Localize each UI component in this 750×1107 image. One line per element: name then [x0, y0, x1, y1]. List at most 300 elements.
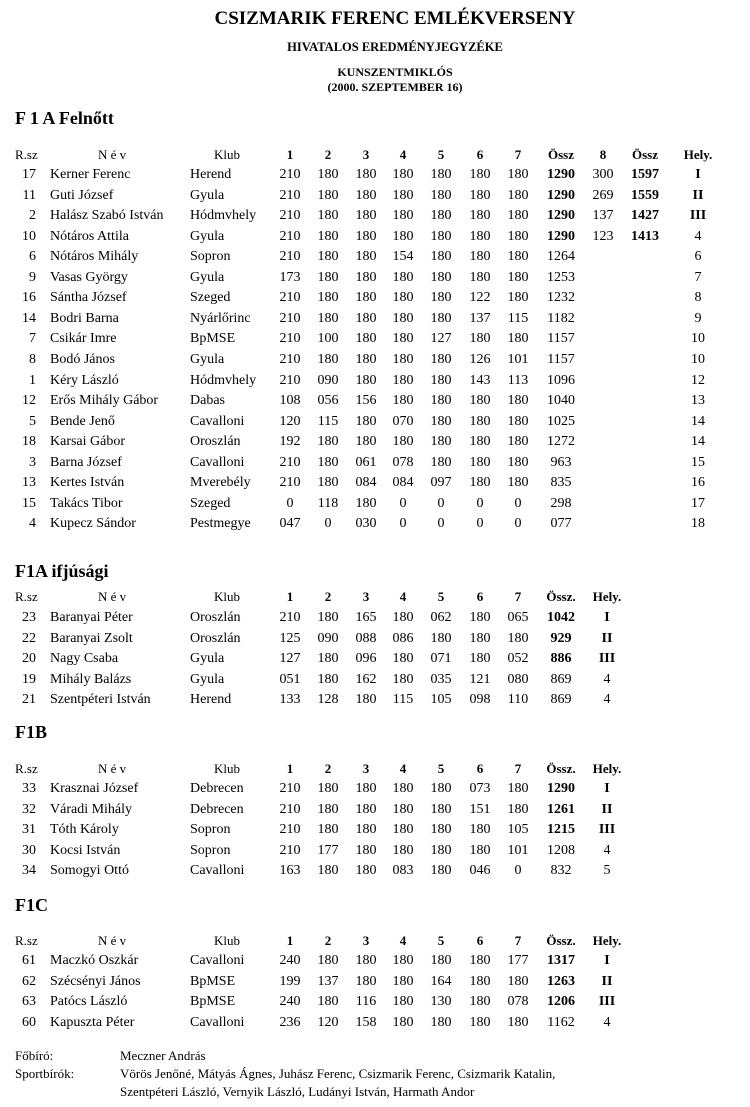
table-cell: Bodó János	[50, 352, 115, 367]
table-cell: Mihály Balázs	[50, 672, 132, 687]
table-cell: 180	[507, 167, 529, 182]
table-cell: 210	[279, 373, 301, 388]
table-cell: 180	[507, 1015, 529, 1030]
table-cell: 210	[279, 208, 301, 223]
table-cell: Patócs László	[50, 994, 128, 1009]
section-title: F1C	[15, 895, 48, 915]
table-cell: 180	[392, 208, 414, 223]
table-cell: 180	[430, 863, 452, 878]
table-cell: Szentpéteri István	[50, 692, 151, 707]
table-cell: 127	[279, 651, 301, 666]
table-cell: Cavalloni	[190, 953, 245, 968]
table-cell: 137	[592, 208, 614, 223]
column-header: 5	[437, 589, 445, 604]
table-cell: BpMSE	[190, 331, 236, 346]
table-row	[0, 516, 750, 536]
table-cell: 0	[399, 496, 407, 511]
table-cell: Nyárlőrinc	[190, 311, 251, 326]
column-header: 5	[437, 761, 445, 776]
column-header: 8	[599, 147, 607, 162]
table-cell: 12	[22, 393, 36, 408]
table-cell: 120	[279, 414, 301, 429]
table-cell: 5	[29, 414, 36, 429]
column-header: 6	[476, 761, 484, 776]
table-cell: 1025	[547, 414, 575, 429]
table-cell: Barna József	[50, 455, 122, 470]
table-cell: 32	[22, 802, 36, 817]
table-cell: 180	[317, 249, 339, 264]
document-date: (2000. SZEPTEMBER 16)	[327, 80, 463, 94]
column-header: R.sz	[15, 761, 38, 776]
table-cell: 180	[317, 188, 339, 203]
table-cell: 180	[469, 208, 491, 223]
table-cell: 180	[430, 373, 452, 388]
table-cell: 180	[355, 822, 377, 837]
table-cell: 0	[437, 516, 445, 531]
table-cell: 4	[603, 843, 611, 858]
table-cell: 16	[22, 290, 36, 305]
table-cell: 180	[507, 974, 529, 989]
column-header: 1	[286, 761, 294, 776]
table-row	[0, 352, 750, 372]
table-row	[0, 843, 750, 863]
table-cell: 086	[392, 631, 414, 646]
table-cell: 20	[22, 651, 36, 666]
table-cell: 097	[430, 475, 452, 490]
section-title: F1A ifjúsági	[15, 561, 109, 581]
column-header: 6	[476, 933, 484, 948]
table-cell: 1042	[547, 610, 575, 625]
table-cell: 180	[317, 610, 339, 625]
table-cell: 0	[476, 516, 484, 531]
table-cell: 1559	[631, 188, 659, 203]
table-cell: 1261	[547, 802, 575, 817]
table-cell: 180	[355, 496, 377, 511]
table-cell: 180	[430, 188, 452, 203]
table-cell: Oroszlán	[190, 631, 241, 646]
table-row	[0, 863, 750, 883]
column-header: Hely.	[592, 933, 622, 948]
table-cell: Sopron	[190, 843, 231, 858]
judges-line-2: Szentpéteri László, Vernyik László, Ludányi István, Harmath Andor	[120, 1084, 475, 1099]
table-cell: 180	[392, 373, 414, 388]
table-cell: 180	[469, 1015, 491, 1030]
table-cell: 0	[514, 516, 522, 531]
table-cell: 180	[355, 802, 377, 817]
table-cell: 180	[392, 434, 414, 449]
table-cell: 34	[22, 863, 36, 878]
table-cell: 298	[550, 496, 572, 511]
table-cell: 098	[469, 692, 491, 707]
table-cell: III	[598, 651, 616, 666]
table-cell: 096	[355, 651, 377, 666]
table-cell: 3	[29, 455, 36, 470]
column-header: 5	[437, 933, 445, 948]
column-header: 7	[514, 147, 522, 162]
table-cell: 100	[317, 331, 339, 346]
table-cell: Maczkó Oszkár	[50, 953, 139, 968]
column-header: 2	[324, 933, 332, 948]
table-cell: Krasznai József	[50, 781, 139, 796]
table-cell: 180	[430, 229, 452, 244]
table-cell: 180	[507, 475, 529, 490]
table-cell: 18	[691, 516, 705, 531]
column-header: 2	[324, 761, 332, 776]
table-cell: II	[601, 974, 613, 989]
table-cell: Karsai Gábor	[50, 434, 126, 449]
column-header: 5	[437, 147, 445, 162]
table-cell: 1208	[547, 843, 575, 858]
table-cell: Cavalloni	[190, 455, 245, 470]
table-row	[0, 290, 750, 310]
table-cell: 180	[507, 249, 529, 264]
column-header: 1	[286, 933, 294, 948]
table-cell: 835	[550, 475, 572, 490]
table-cell: 083	[392, 863, 414, 878]
table-row	[0, 208, 750, 228]
table-cell: 0	[286, 496, 294, 511]
table-cell: 0	[324, 516, 332, 531]
table-cell: 61	[22, 953, 36, 968]
table-cell: 60	[22, 1015, 36, 1030]
table-cell: Oroszlán	[190, 434, 241, 449]
table-cell: 115	[392, 692, 414, 707]
table-row	[0, 331, 750, 351]
table-cell: Kéry László	[50, 373, 119, 388]
table-cell: 869	[550, 672, 572, 687]
table-cell: 120	[317, 1015, 339, 1030]
column-header: Össz	[632, 147, 658, 162]
table-cell: 180	[317, 352, 339, 367]
table-cell: BpMSE	[190, 994, 236, 1009]
table-cell: 31	[22, 822, 36, 837]
table-cell: 062	[430, 610, 452, 625]
table-cell: Csikár Imre	[50, 331, 117, 346]
table-cell: 210	[279, 352, 301, 367]
column-header: Össz.	[546, 761, 576, 776]
table-cell: 210	[279, 843, 301, 858]
table-cell: Sántha József	[50, 290, 127, 305]
table-cell: 101	[507, 843, 529, 858]
table-cell: 2	[29, 208, 36, 223]
table-cell: Kertes István	[50, 475, 125, 490]
table-cell: 047	[279, 516, 301, 531]
column-header: Hely.	[592, 589, 622, 604]
table-cell: I	[604, 610, 610, 625]
table-cell: 4	[694, 229, 702, 244]
table-cell: 15	[691, 455, 705, 470]
table-cell: 180	[469, 393, 491, 408]
table-cell: 180	[392, 331, 414, 346]
table-cell: 0	[514, 496, 522, 511]
table-cell: Somogyi Ottó	[50, 863, 129, 878]
column-header: N é v	[98, 761, 127, 776]
table-cell: Baranyai Zsolt	[50, 631, 133, 646]
table-cell: 210	[279, 188, 301, 203]
table-cell: 11	[22, 188, 36, 203]
table-cell: 056	[317, 393, 339, 408]
table-cell: 1096	[547, 373, 575, 388]
table-cell: Guti József	[50, 188, 114, 203]
table-cell: 105	[430, 692, 452, 707]
column-header: 2	[324, 147, 332, 162]
table-cell: 137	[317, 974, 339, 989]
column-header: 4	[399, 933, 407, 948]
table-cell: Dabas	[190, 393, 225, 408]
table-cell: 180	[507, 188, 529, 203]
column-header: R.sz	[15, 933, 38, 948]
table-cell: 1157	[547, 352, 575, 367]
judges-line-1: Vörös Jenőné, Mátyás Ágnes, Juhász Ferenc, Csizmarik Ferenc, Csizmarik Katalin,	[120, 1066, 556, 1081]
table-cell: 1317	[547, 953, 575, 968]
table-cell: Hódmvhely	[190, 208, 257, 223]
table-cell: 5	[603, 863, 611, 878]
table-cell: 084	[355, 475, 377, 490]
table-cell: 180	[469, 331, 491, 346]
table-cell: 1162	[547, 1015, 575, 1030]
table-cell: 088	[355, 631, 377, 646]
column-header: Hely.	[683, 147, 713, 162]
table-cell: 061	[355, 455, 377, 470]
table-cell: 180	[392, 994, 414, 1009]
table-row	[0, 414, 750, 434]
table-cell: Gyula	[190, 672, 225, 687]
table-cell: 210	[279, 475, 301, 490]
table-cell: 1413	[631, 229, 659, 244]
table-cell: 180	[469, 822, 491, 837]
column-header: N é v	[98, 589, 127, 604]
table-cell: Takács Tibor	[50, 496, 123, 511]
table-cell: 192	[279, 434, 301, 449]
table-cell: 180	[430, 1015, 452, 1030]
table-cell: 151	[469, 802, 491, 817]
table-cell: 180	[317, 167, 339, 182]
table-cell: III	[598, 822, 616, 837]
table-row	[0, 631, 750, 651]
table-cell: Kocsi István	[50, 843, 121, 858]
table-cell: 1290	[547, 781, 575, 796]
column-header: R.sz	[15, 589, 38, 604]
table-cell: I	[604, 953, 610, 968]
table-cell: 035	[430, 672, 452, 687]
table-cell: 180	[317, 781, 339, 796]
table-cell: Szeged	[190, 496, 231, 511]
table-cell: 180	[469, 610, 491, 625]
table-row	[0, 434, 750, 454]
table-cell: 1272	[547, 434, 575, 449]
table-cell: 13	[22, 475, 36, 490]
table-cell: Vasas György	[50, 270, 128, 285]
table-cell: Mverebély	[190, 475, 251, 490]
table-cell: 090	[317, 631, 339, 646]
table-cell: 116	[355, 994, 377, 1009]
table-cell: 15	[22, 496, 36, 511]
table-cell: 180	[355, 953, 377, 968]
table-cell: 30	[22, 843, 36, 858]
table-cell: 180	[355, 249, 377, 264]
table-cell: 122	[469, 290, 491, 305]
table-row	[0, 188, 750, 208]
table-cell: 128	[317, 692, 339, 707]
column-header: 6	[476, 147, 484, 162]
table-cell: Bende Jenő	[50, 414, 115, 429]
table-cell: 180	[469, 414, 491, 429]
table-cell: 14	[691, 414, 705, 429]
column-header: N é v	[98, 933, 127, 948]
table-cell: 071	[430, 651, 452, 666]
table-cell: 180	[355, 311, 377, 326]
column-header: Össz.	[546, 933, 576, 948]
table-row	[0, 496, 750, 516]
table-cell: 0	[514, 863, 522, 878]
table-cell: 7	[694, 270, 702, 285]
table-cell: 065	[507, 610, 529, 625]
table-cell: Hódmvhely	[190, 373, 257, 388]
table-cell: Halász Szabó István	[50, 208, 164, 223]
table-cell: 180	[469, 631, 491, 646]
table-cell: 180	[355, 270, 377, 285]
table-cell: 108	[279, 393, 301, 408]
table-cell: 1232	[547, 290, 575, 305]
table-cell: 0	[476, 496, 484, 511]
table-cell: 180	[430, 393, 452, 408]
table-cell: 084	[392, 475, 414, 490]
table-cell: 180	[317, 455, 339, 470]
table-cell: Oroszlán	[190, 610, 241, 625]
table-cell: 1157	[547, 331, 575, 346]
table-cell: 236	[279, 1015, 301, 1030]
table-cell: Cavalloni	[190, 1015, 245, 1030]
table-cell: 180	[430, 414, 452, 429]
table-cell: 10	[691, 352, 705, 367]
table-cell: 180	[430, 455, 452, 470]
table-cell: BpMSE	[190, 974, 236, 989]
table-cell: II	[601, 631, 613, 646]
table-row	[0, 672, 750, 692]
column-header: 6	[476, 589, 484, 604]
table-cell: 1427	[631, 208, 659, 223]
table-cell: 180	[469, 249, 491, 264]
table-cell: Kupecz Sándor	[50, 516, 136, 531]
table-cell: 180	[317, 229, 339, 244]
table-cell: Sopron	[190, 249, 231, 264]
table-cell: 210	[279, 167, 301, 182]
table-cell: 1290	[547, 188, 575, 203]
table-cell: 210	[279, 229, 301, 244]
column-header: R.sz	[15, 147, 38, 162]
section-title: F1B	[15, 722, 48, 742]
table-cell: 110	[507, 692, 529, 707]
table-cell: Gyula	[190, 651, 225, 666]
column-header: 7	[514, 589, 522, 604]
table-row	[0, 822, 750, 842]
table-cell: 9	[29, 270, 36, 285]
table-cell: Váradi Mihály	[50, 802, 133, 817]
table-cell: Nótáros Mihály	[50, 249, 139, 264]
column-header: N é v	[98, 147, 127, 162]
document-location: KUNSZENTMIKLÓS	[337, 65, 453, 79]
table-cell: 180	[469, 188, 491, 203]
table-cell: 133	[279, 692, 301, 707]
table-cell: 14	[691, 434, 705, 449]
table-cell: 046	[469, 863, 491, 878]
table-cell: 177	[317, 843, 339, 858]
table-cell: 1290	[547, 229, 575, 244]
table-cell: 180	[469, 843, 491, 858]
chief-judge-name: Meczner András	[120, 1048, 206, 1063]
table-cell: 13	[691, 393, 705, 408]
table-cell: 180	[430, 311, 452, 326]
table-cell: 22	[22, 631, 36, 646]
table-cell: 180	[469, 434, 491, 449]
table-cell: 180	[355, 352, 377, 367]
table-cell: 180	[507, 781, 529, 796]
table-cell: 115	[317, 414, 339, 429]
section-title: F 1 A Felnőtt	[15, 108, 114, 128]
table-cell: 180	[392, 352, 414, 367]
table-cell: Kapuszta Péter	[50, 1015, 135, 1030]
table-cell: Debrecen	[190, 802, 244, 817]
table-cell: 8	[29, 352, 36, 367]
table-cell: 17	[22, 167, 36, 182]
table-cell: 1182	[547, 311, 575, 326]
table-row	[0, 974, 750, 994]
table-header-row	[0, 761, 750, 781]
column-header: 7	[514, 933, 522, 948]
table-cell: 180	[317, 208, 339, 223]
table-cell: 137	[469, 311, 491, 326]
table-cell: 180	[392, 822, 414, 837]
table-cell: 180	[392, 167, 414, 182]
table-cell: 14	[22, 311, 36, 326]
table-cell: 23	[22, 610, 36, 625]
table-cell: 180	[355, 331, 377, 346]
table-cell: 180	[469, 651, 491, 666]
table-cell: 180	[469, 167, 491, 182]
column-header: 4	[399, 761, 407, 776]
table-cell: 869	[550, 692, 572, 707]
table-cell: 180	[355, 863, 377, 878]
table-cell: 210	[279, 781, 301, 796]
table-cell: 158	[355, 1015, 377, 1030]
table-cell: 0	[437, 496, 445, 511]
table-cell: 4	[603, 672, 611, 687]
table-cell: 210	[279, 610, 301, 625]
table-cell: 180	[355, 974, 377, 989]
table-cell: 180	[317, 311, 339, 326]
table-cell: Nagy Csaba	[50, 651, 119, 666]
table-cell: 090	[317, 373, 339, 388]
table-cell: 1264	[547, 249, 575, 264]
table-cell: 33	[22, 781, 36, 796]
column-header: 3	[362, 933, 370, 948]
table-cell: 1206	[547, 994, 575, 1009]
table-cell: 832	[550, 863, 572, 878]
table-cell: 180	[392, 229, 414, 244]
table-row	[0, 994, 750, 1014]
table-cell: 210	[279, 802, 301, 817]
table-cell: 180	[430, 822, 452, 837]
table-header-row	[0, 147, 750, 167]
table-cell: 12	[691, 373, 705, 388]
table-cell: 180	[507, 270, 529, 285]
table-cell: Szécsényi János	[50, 974, 141, 989]
table-cell: 180	[469, 953, 491, 968]
table-cell: 180	[469, 270, 491, 285]
table-row	[0, 802, 750, 822]
table-cell: 9	[694, 311, 702, 326]
table-cell: Nótáros Attila	[50, 229, 129, 244]
